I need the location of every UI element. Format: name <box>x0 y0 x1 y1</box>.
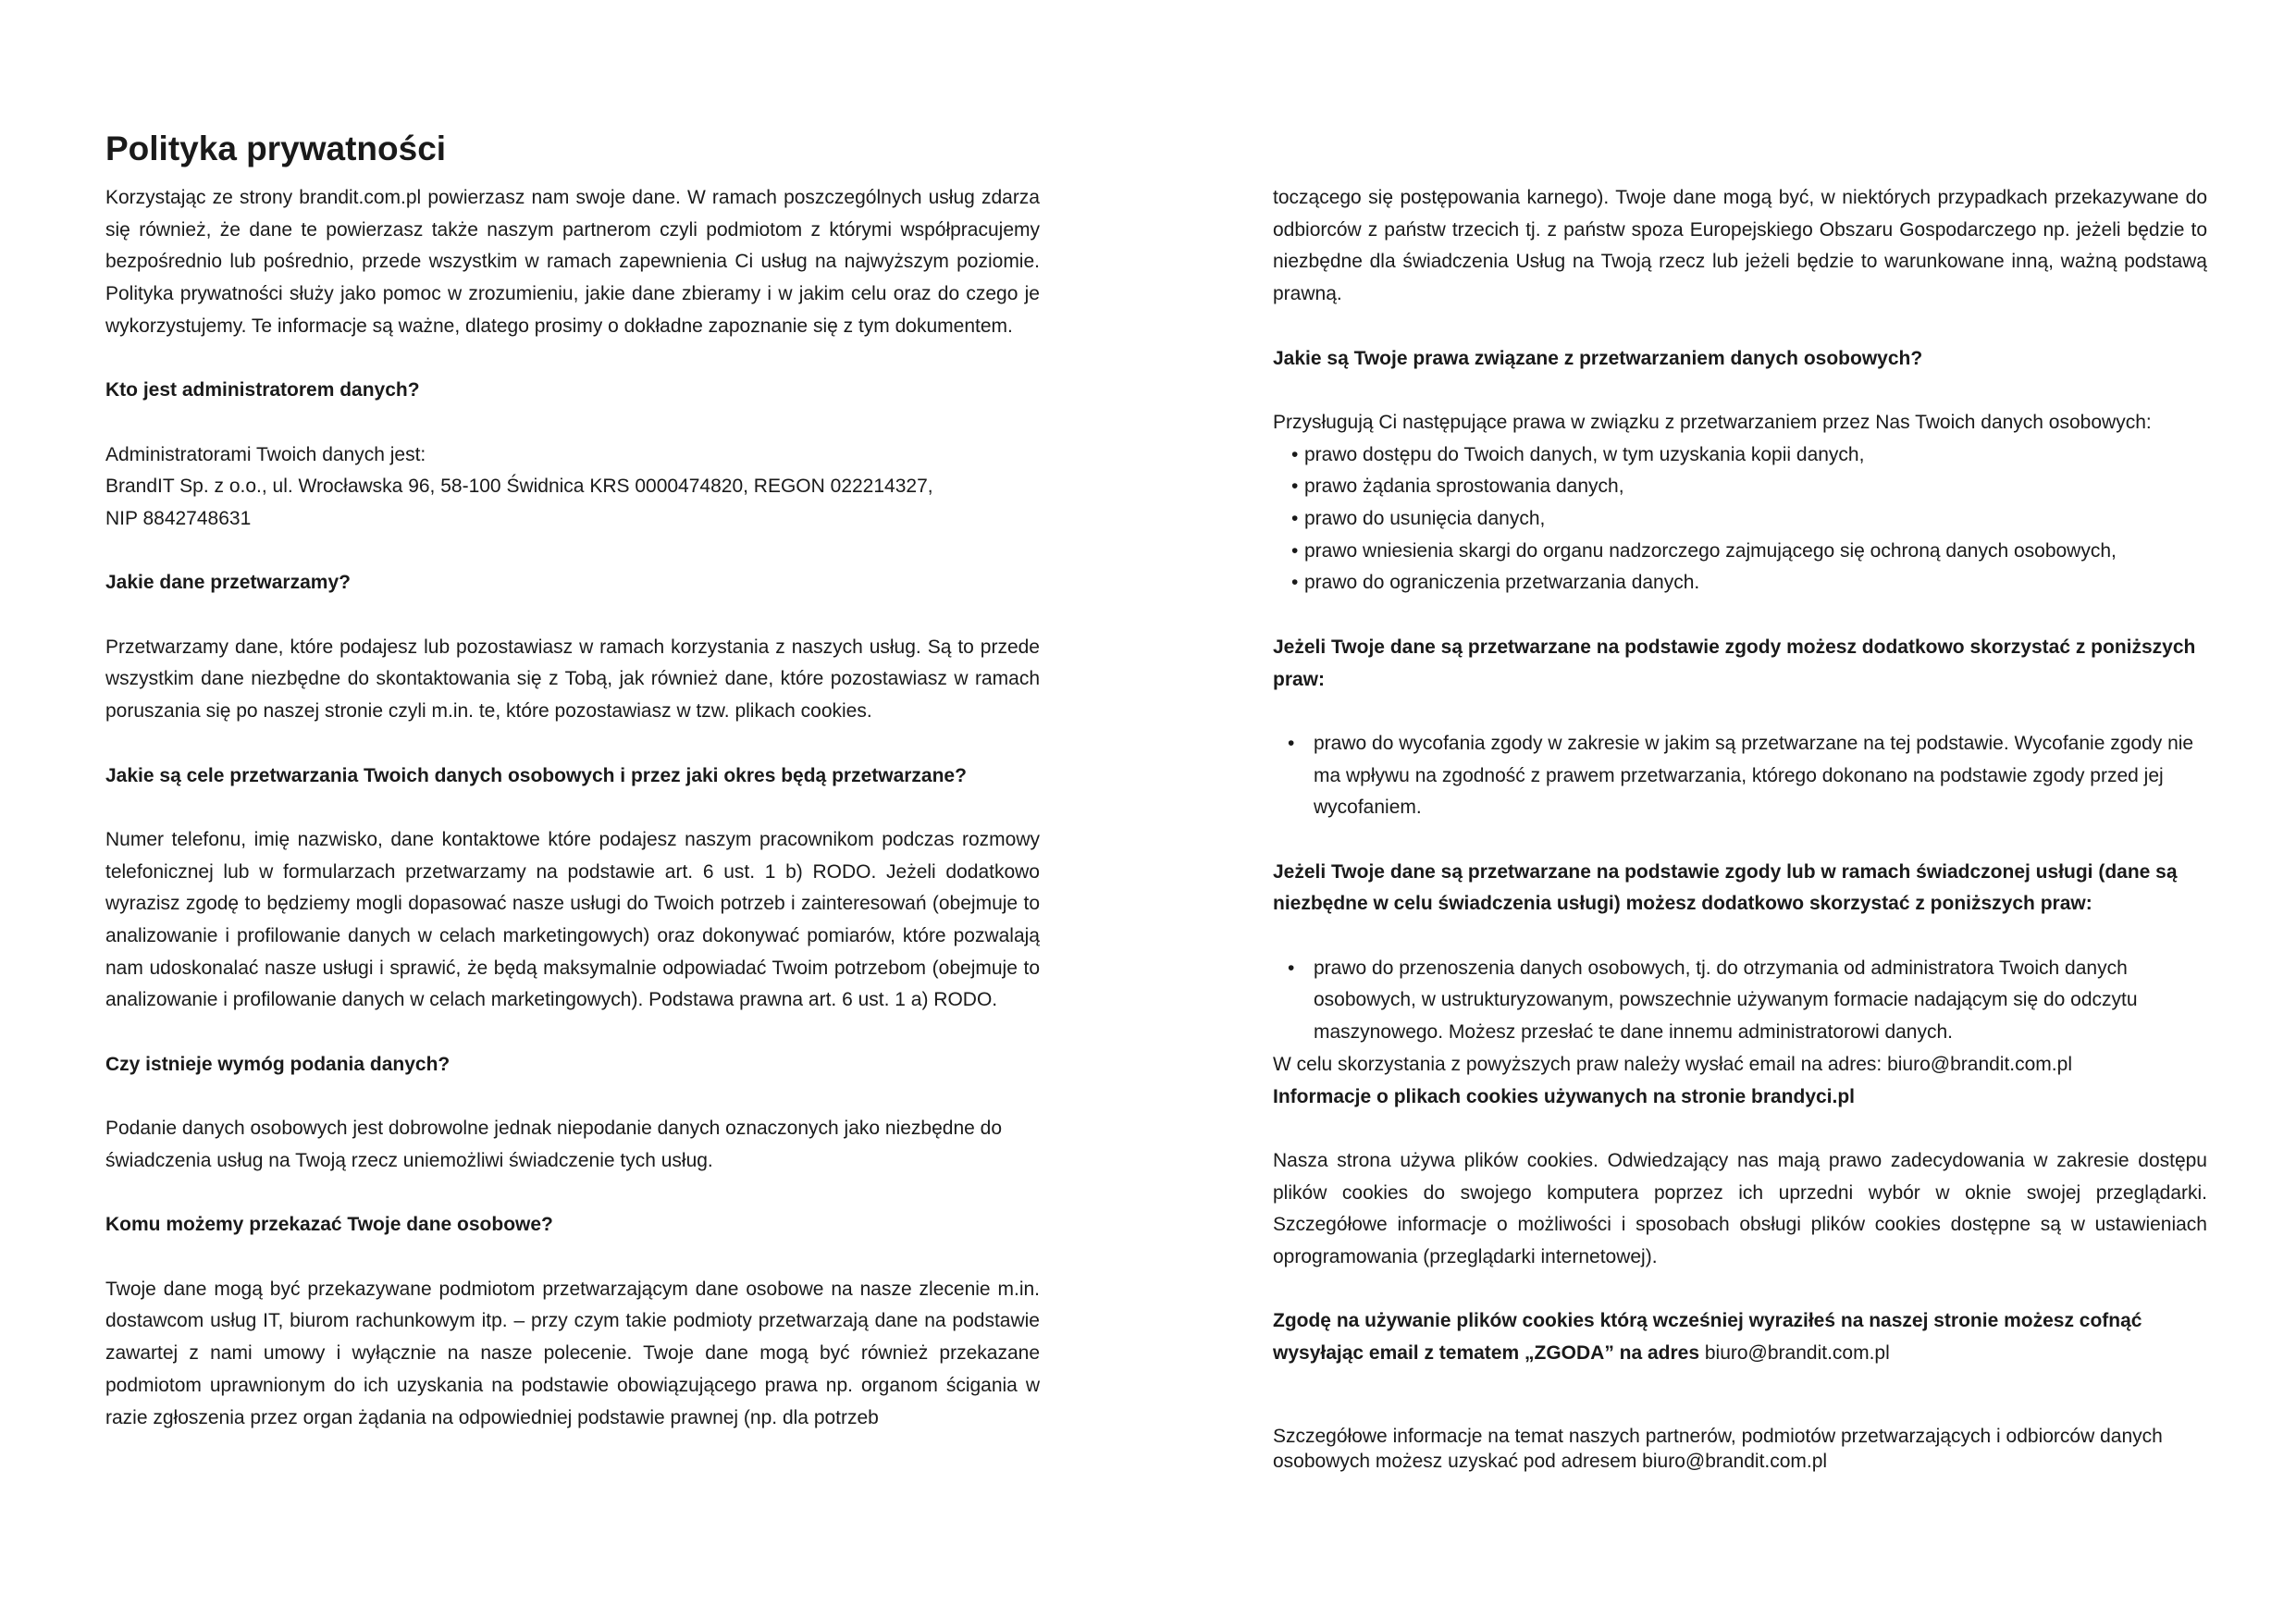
cookies-paragraph: Nasza strona używa plików cookies. Odwiedzający nas mają prawo zadecydowania w zakresie dostępu plików cookies do swojego komputera poprzez ich uprzedni wybór w oknie swojej przeglądarki. Szczegółowe informacje o możliwości i sposobach obsługi plików cookies dostępne są w ustawieniach oprogramowania (przeglądarki internetowej). <box>1273 1149 2207 1268</box>
recipients-heading: Komu możemy przekazać Twoje dane osobowe? <box>105 1214 553 1236</box>
withdraw-bold-text: Zgodę na używanie plików cookies którą wcześniej wyraziłeś na naszej stronie możesz cofnąć wysyłając email z tematem „ZGODA” na adres <box>1273 1310 2142 1365</box>
service-rights-list <box>1273 953 2207 1049</box>
withdraw-email: biuro@brandit.com.pl <box>1699 1342 1890 1365</box>
cookies-heading: Informacje o plikach cookies używanych na stronie brandyci.pl <box>1273 1085 1856 1107</box>
page-title: Polityka prywatności <box>105 130 447 167</box>
right-column <box>1273 182 2207 1474</box>
cookies-withdraw-paragraph <box>1273 1305 2207 1369</box>
list-item: • prawo do usunięcia danych, <box>1291 508 1546 529</box>
list-item: • prawo dostępu do Twoich danych, w tym uzyskania kopii danych, <box>1291 443 1865 465</box>
service-heading: Jeżeli Twoje dane są przetwarzane na podstawie zgody lub w ramach świadczonej usługi (dane są niezbędne w celu świadczenia usługi) możesz dodatkowo skorzystać z poniższych praw: <box>1273 860 2178 915</box>
rights-list <box>1273 439 2207 600</box>
consent-rights-list <box>1273 728 2207 824</box>
recipients-paragraph: Twoje dane mogą być przekazywane podmiotom przetwarzającym dane osobowe na nasze zlecenie m.in. dostawcom usług IT, biurom rachunkowym itp. – przy czym takie podmioty przetwarzają dane na podstawie zawartej z nami umowy i wyłącznie na nasze polecenie. Twoje dane mogą być również przekazane podmiotom uprawnionym do ich uzyskania na podstawie obowiązującego prawa np. organom ścigania w razie zgłoszenia przez organ żądania na odpowiedniej podstawie prawnej (np. dla potrzeb <box>105 1278 1040 1428</box>
left-column <box>105 182 1040 1434</box>
data-heading: Jakie dane przetwarzamy? <box>105 572 351 594</box>
consent-heading: Jeżeli Twoje dane są przetwarzane na podstawie zgody możesz dodatkowo skorzystać z poniższych praw: <box>1273 636 2196 690</box>
rights-heading: Jakie są Twoje prawa związane z przetwarzaniem danych osobowych? <box>1273 347 1923 369</box>
data-paragraph: Przetwarzamy dane, które podajesz lub pozostawiasz w ramach korzystania z naszych usług. Są to przede wszystkim dane niezbędne do skontaktowania się z Tobą, jak również dane, które pozostawiasz w ramach poruszania się po naszej stronie czyli m.in. te, które pozostawiasz w tzw. plikach cookies. <box>105 636 1040 723</box>
list-item: • prawo do ograniczenia przetwarzania danych. <box>1291 572 1700 594</box>
partners-paragraph: Szczegółowe informacje na temat naszych partnerów, podmiotów przetwarzających i odbiorców danych osobowych możesz uzyskać pod adresem biuro@brandit.com.pl <box>1273 1425 2163 1472</box>
admin-heading: Kto jest administratorem danych? <box>105 379 420 402</box>
admin-details: BrandIT Sp. z o.o., ul. Wrocławska 96, 58-100 Świdnica KRS 0000474820, REGON 022214327, NIP 8842748631 <box>105 476 933 529</box>
list-item: • prawo żądania sprostowania danych, <box>1291 476 1624 498</box>
recipients-continued-paragraph: toczącego się postępowania karnego). Twoje dane mogą być, w niektórych przypadkach przekazywane do odbiorców z państw trzecich tj. z państw spoza Europejskiego Obszaru Gospodarczego np. jeżeli będzie to niezbędne dla świadczenia Usług na Twoją rzecz lub jeżeli będzie to warunkowane inną, ważną podstawą prawną. <box>1273 187 2207 305</box>
requirement-paragraph: Podanie danych osobowych jest dobrowolne jednak niepodanie danych oznaczonych jako niezbędne do świadczenia usług na Twoją rzecz uniemożliwi świadczenie tych usług. <box>105 1118 1003 1171</box>
purpose-heading: Jakie są cele przetwarzania Twoich danych osobowych i przez jaki okres będą przetwarzane? <box>105 764 967 786</box>
list-item: • prawo do przenoszenia danych osobowych, tj. do otrzymania od administratora Twoich danych osobowych, w ustrukturyzowanym, powszechnie używanym formacie nadającym się do odczytu maszynowego. Możesz przesłać te dane innemu administratorowi danych. <box>1288 957 2138 1044</box>
list-item: • prawo wniesienia skargi do organu nadzorczego zajmującego się ochroną danych osobowych, <box>1291 539 2117 562</box>
rights-intro: Przysługują Ci następujące prawa w związku z przetwarzaniem przez Nas Twoich danych osobowych: <box>1273 411 2152 433</box>
contact-line: W celu skorzystania z powyższych praw należy wysłać email na adres: biuro@brandit.com.pl <box>1273 1053 2072 1075</box>
list-item: • prawo do wycofania zgody w zakresie w jakim są przetwarzane na tej podstawie. Wycofanie zgody nie ma wpływu na zgodność z prawem przetwarzania, którego dokonano na podstawie zgody przed jej wycofaniem. <box>1288 732 2194 819</box>
intro-paragraph: Korzystając ze strony brandit.com.pl powierzasz nam swoje dane. W ramach poszczególnych usług zdarza się również, że dane te powierzasz także naszym partnerom czyli podmiotom z którymi współpracujemy bezpośrednio lub pośrednio, przede wszystkim w ramach zapewnienia Ci usług na najwyższym poziomie. Polityka prywatności służy jako pomoc w zrozumieniu, jakie dane zbieramy i w jakim celu oraz do czego je wykorzystujemy. Te informacje są ważne, dlatego prosimy o dokładne zapoznanie się z tym dokumentem. <box>105 187 1040 337</box>
requirement-heading: Czy istnieje wymóg podania danych? <box>105 1053 451 1075</box>
admin-label: Administratorami Twoich danych jest: <box>105 443 426 465</box>
purpose-paragraph: Numer telefonu, imię nazwisko, dane kontaktowe które podajesz naszym pracownikom podczas rozmowy telefonicznej lub w formularzach przetwarzamy na podstawie art. 6 ust. 1 b) RODO. Jeżeli dodatkowo wyrazisz zgodę to będziemy mogli dopasować nasze usługi do Twoich potrzeb i zainteresowań (obejmuje to analizowanie i profilowanie danych w celach marketingowych) oraz dokonywać pomiarów, które pozwalają nam udoskonalać nasze usługi i sprawić, że będą maksymalnie odpowiadać Twoim potrzebom (obejmuje to analizowanie i profilowanie danych w celach marketingowych). Podstawa prawna art. 6 ust. 1 a) RODO. <box>105 828 1040 1011</box>
